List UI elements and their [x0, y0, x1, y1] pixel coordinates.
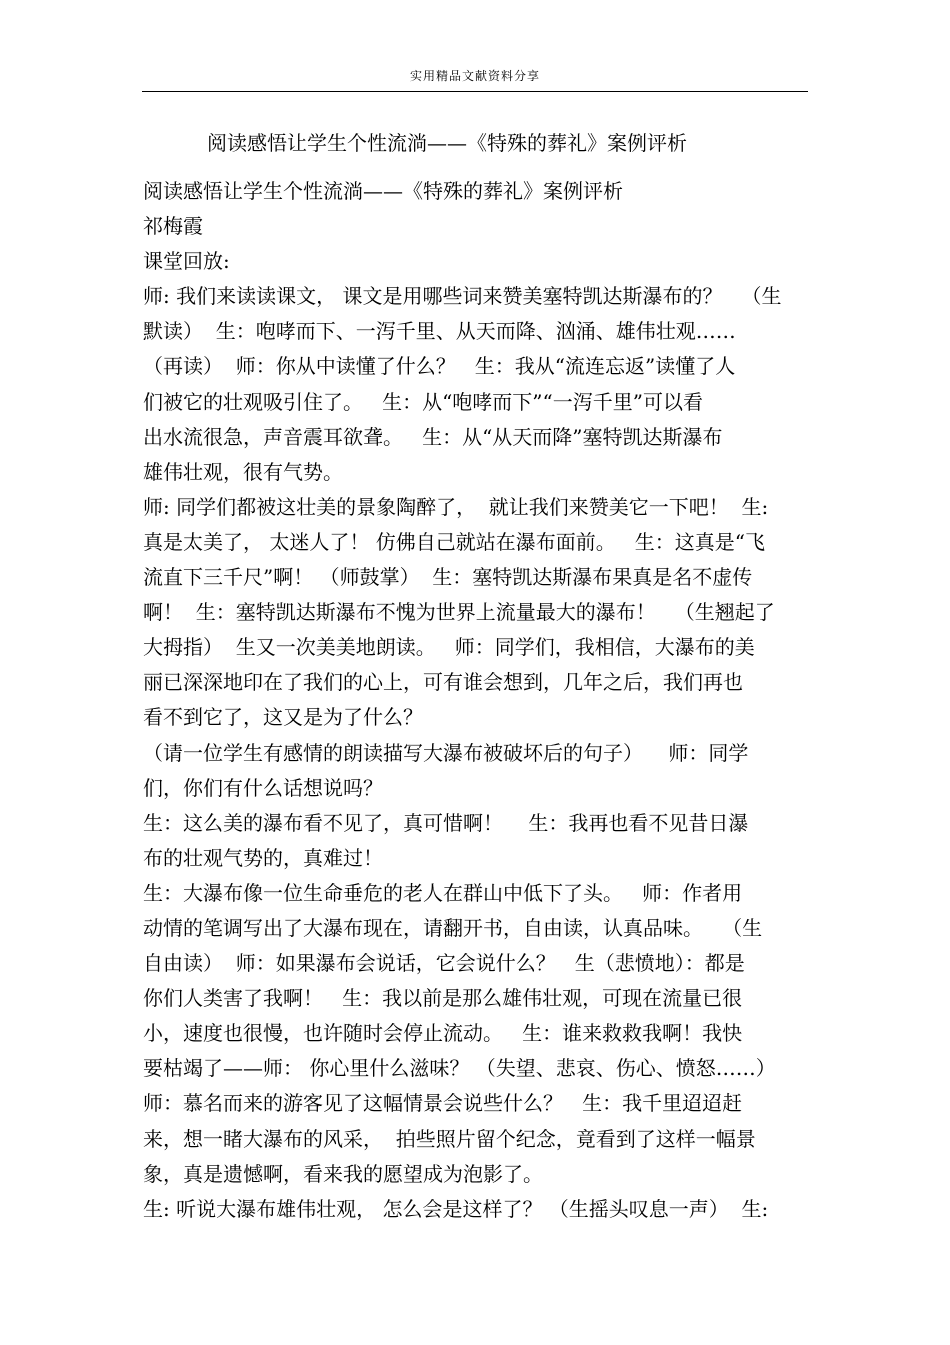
text-line: 课堂回放:: [143, 249, 230, 274]
text-line: 来，想一睹大瀑布的风采， 拍些照片留个纪念，竟看到了这样一幅景: [143, 1126, 756, 1151]
text-line: 布的壮观气势的，真难过！: [143, 845, 383, 870]
text-line: 阅读感悟让学生个性流淌——《特殊的葬礼》案例评析: [143, 179, 623, 203]
text-line: 你们人类害了我啊！ 生：我以前是那么雄伟壮观，可现在流量已很: [143, 986, 743, 1011]
text-line: 啊！ 生：塞特凯达斯瀑布不愧为世界上流量最大的瀑布！ （生翘起了: [143, 600, 775, 625]
document-title: 阅读感悟让学生个性流淌——《特殊的葬礼》案例评析: [207, 131, 687, 155]
text-line: 看不到它了，这又是为了什么？: [143, 705, 423, 730]
text-line: 出水流很急，声音震耳欲聋。 生：从“从天而降”塞特凯达斯瀑布: [143, 424, 723, 449]
text-line: 师：慕名而来的游客见了这幅情景会说些什么？ 生：我千里迢迢赶: [143, 1091, 743, 1116]
text-line: 大拇指） 生又一次美美地朗读。 师：同学们，我相信，大瀑布的美: [143, 635, 755, 660]
text-line: 丽已深深地印在了我们的心上，可有谁会想到，几年之后，我们再也: [143, 670, 743, 695]
text-line: 生：这么美的瀑布看不见了，真可惜啊！ 生：我再也看不见昔日瀑: [143, 810, 749, 835]
text-line: 师: 同学们都被这壮美的景象陶醉了， 就让我们来赞美它一下吧！ 生:: [143, 494, 769, 519]
header-rule: [142, 91, 808, 92]
text-line: 流直下三千尺”啊！ （师鼓掌） 生：塞特凯达斯瀑布果真是名不虚传: [143, 565, 753, 590]
text-line: （请一位学生有感情的朗读描写大瀑布被破坏后的句子） 师：同学: [143, 740, 749, 765]
text-line: 小，速度也很慢，也许随时会停止流动。 生：谁来救救我啊！我快: [143, 1021, 743, 1046]
text-line: 要枯竭了——师： 你心里什么滋味？ （失望、悲哀、伤心、愤怒……）: [143, 1056, 776, 1081]
text-line: 自由读） 师：如果瀑布会说话，它会说什么？ 生（悲愤地）：都是: [143, 951, 745, 976]
text-line: 祁梅霞: [143, 214, 203, 239]
text-line: 们被它的壮观吸引住了。 生：从“咆哮而下”“一泻千里”可以看: [143, 389, 703, 414]
text-line: 默读） 生：咆哮而下、一泻千里、从天而降、汹涌、雄伟壮观……: [143, 319, 736, 344]
text-line: 动情的笔调写出了大瀑布现在，请翻开书，自由读，认真品味。 （生: [143, 915, 763, 940]
text-line: 们，你们有什么话想说吗？: [143, 775, 383, 800]
text-line: 真是太美了， 太迷人了！ 仿佛自己就站在瀑布面前。 生：这真是“飞: [143, 529, 766, 554]
text-line: 雄伟壮观，很有气势。: [143, 459, 343, 484]
text-line: 生: 听说大瀑布雄伟壮观， 怎么会是这样了？ （生摇头叹息一声） 生:: [143, 1196, 769, 1221]
text-line: 象，真是遗憾啊，看来我的愿望成为泡影了。: [143, 1161, 543, 1186]
text-line: 师: 我们来读读课文， 课文是用哪些词来赞美塞特凯达斯瀑布的？ （生: [143, 284, 782, 309]
text-line: （再读） 师：你从中读懂了什么？ 生：我从“流连忘返”读懂了人: [143, 354, 736, 379]
header-text: 实用精品文献资料分享: [409, 69, 540, 83]
text-line: 生：大瀑布像一位生命垂危的老人在群山中低下了头。 师：作者用: [143, 880, 743, 905]
document-body: [143, 174, 813, 1227]
